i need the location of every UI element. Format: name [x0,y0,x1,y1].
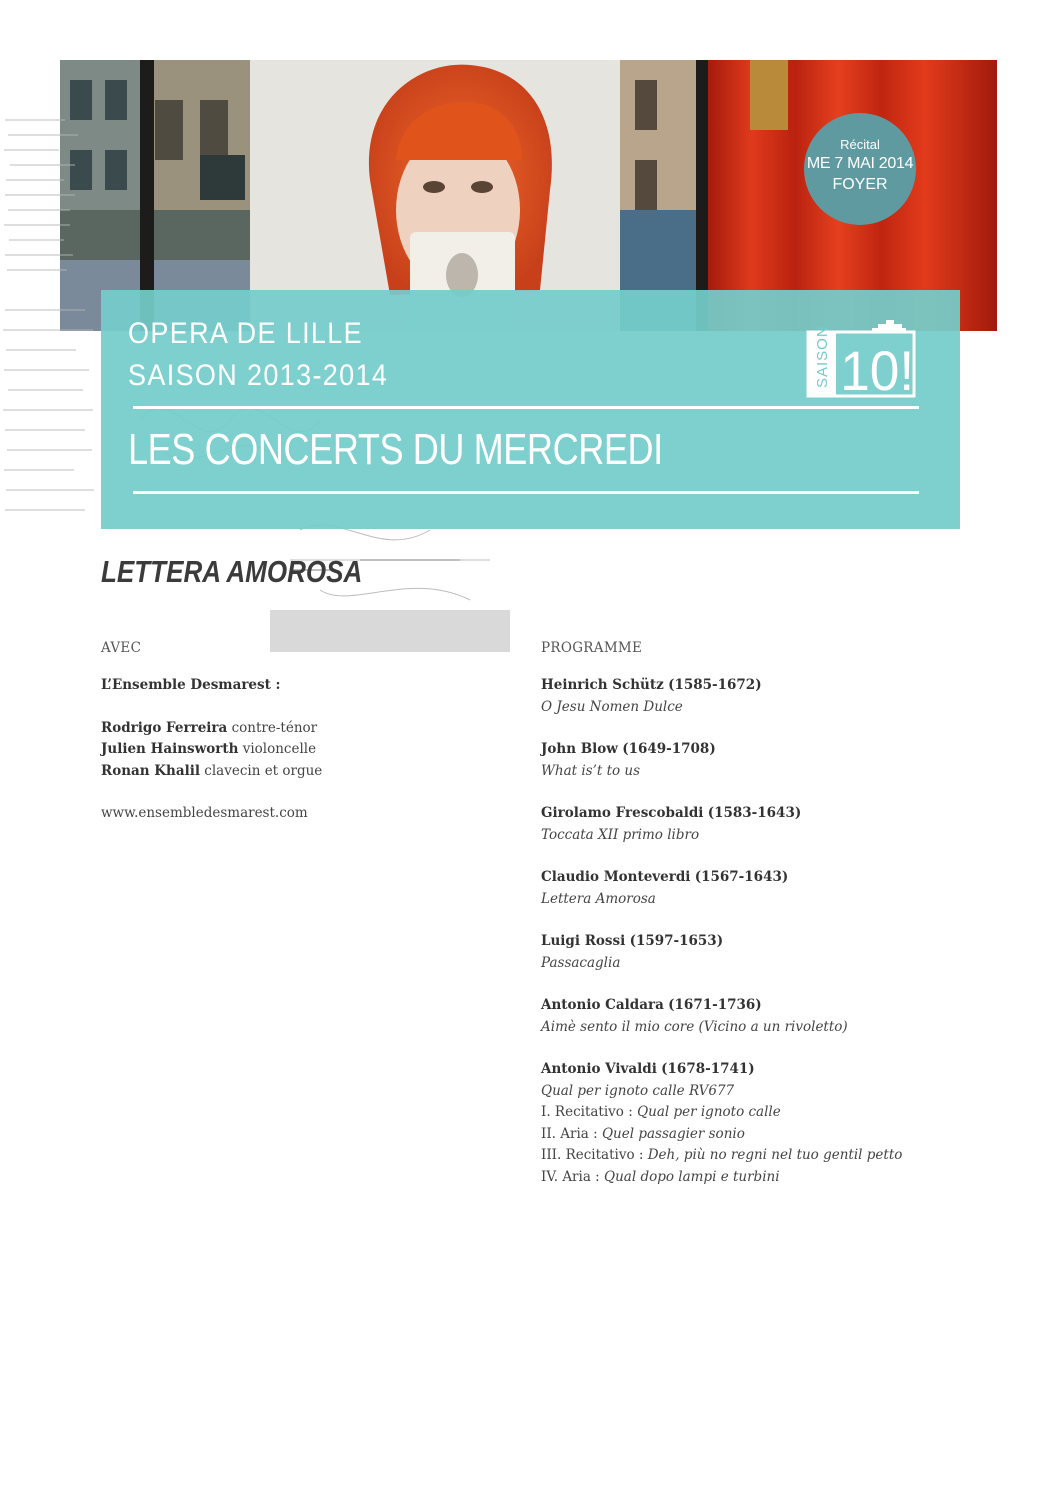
opera-name: OPERA DE LILLE [128,317,364,350]
avec-label: AVEC [101,640,142,656]
title-rule-top [133,406,919,409]
season-label: SAISON 2013-2014 [128,359,389,392]
event-date: ME 7 MAI 2014 [806,155,914,172]
saison-10-logo [806,318,918,400]
programme-item: Antonio Vivaldi (1678-1741) Qual per ignoto calle RV677 I. Recitativo : Qual per ignoto calle II. Aria : Quel passagier sonio III. Recitativo : Deh, più no regni nel tuo gentil petto IV. Aria : Qual dopo lampi e turbini [541,1059,981,1188]
movement: I. Recitativo : Qual per ignoto calle [541,1104,781,1120]
programme-item: Luigi Rossi (1597-1653) Passacaglia [541,933,724,971]
concert-title: LETTERA AMOROSA [101,554,363,589]
programme-label: PROGRAMME [541,640,643,656]
website-link[interactable]: www.ensembledesmarest.com [101,805,308,821]
movement: IV. Aria : Qual dopo lampi e turbini [541,1168,780,1185]
movement: II. Aria : Quel passagier sonio [541,1125,745,1142]
programme-list [541,675,981,1188]
performer: Julien Hainsworth violoncelle [101,741,317,757]
series-title: LES CONCERTS DU MERCREDI [128,425,663,474]
event-type: Récital [840,137,880,152]
avec-column [101,640,501,825]
programme-item: John Blow (1649-1708) What is’t to us [541,741,716,779]
performer: Ronan Khalil clavecin et orgue [101,762,323,779]
programme-item: Claudio Monteverdi (1567-1643) Lettera Amorosa [541,869,789,907]
programme-item: Antonio Caldara (1671-1736) Aimè sento il mio core (Vicino a un rivoletto) [541,997,848,1035]
logo-saison-text: SAISON [814,325,831,388]
event-venue: FOYER [832,176,888,193]
performer-list [101,718,501,783]
logo-number-text: 10! [840,339,915,400]
programme-item: Girolamo Frescobaldi (1583-1643) Toccata XII primo libro [541,805,802,843]
date-badge [804,113,916,225]
movement: III. Recitativo : Deh, più no regni nel tuo gentil petto [541,1147,903,1163]
ensemble-name: L’Ensemble Desmarest : [101,677,281,693]
programme-column [541,640,981,1209]
title-rule-bottom [133,491,919,494]
performer: Rodrigo Ferreira contre-ténor [101,719,318,736]
programme-item: Heinrich Schütz (1585-1672) O Jesu Nomen Dulce [541,677,762,715]
